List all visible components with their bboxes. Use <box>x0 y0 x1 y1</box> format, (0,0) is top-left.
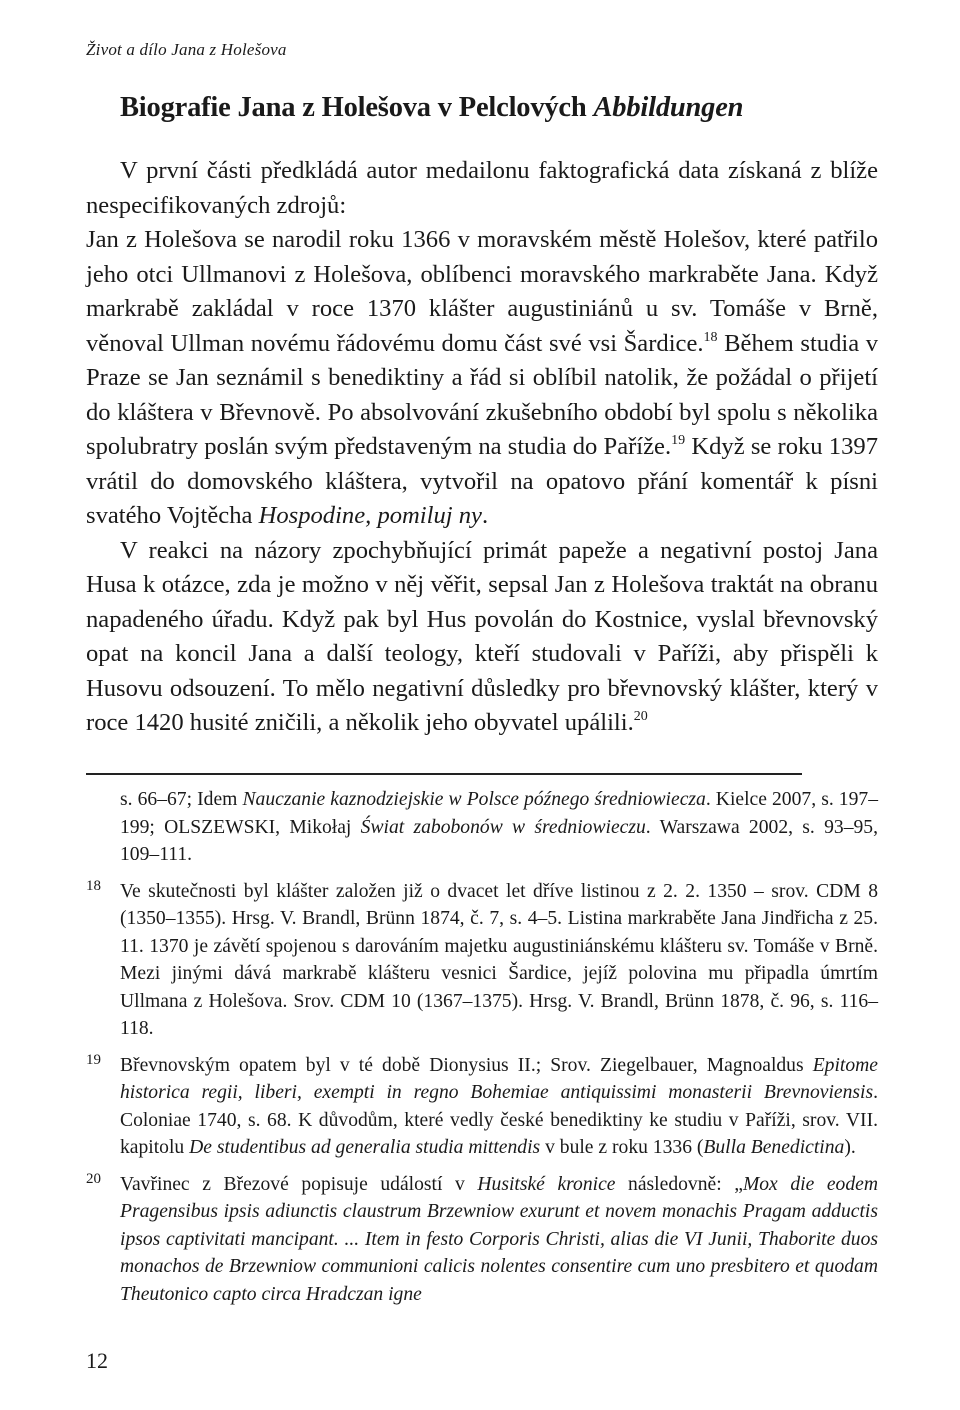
paragraph-1 <box>86 154 878 223</box>
footnote-20-quote: Mox die eodem Pragensibus ipsis adiunctis claustrum Brzewniow exurunt et novem monachis Pragam adductis ipsos captivitati mancipant. ... Item in festo Corporis Christi, alias die VI Junii, Thaborite duos monachos de Brzewniow communioni calicis nolentes consentire cum uno presbitero et quodam Theutonico capto circa Hradczan igne <box>120 1173 879 1305</box>
section-title-main: Biografie Jana z Holešova v Pelclových <box>120 92 594 123</box>
footnote-19-text-1: Břevnovským opatem byl v té době Dionysius II.; Srov. Ziegelbauer, Magnoaldus <box>120 1054 813 1076</box>
paragraph-2 <box>86 223 878 534</box>
footnote-20-title-1: Husitské kronice <box>477 1173 616 1195</box>
footnote-number-19: 19 <box>86 1051 101 1068</box>
song-title: Hospodine, pomiluj ny <box>258 502 482 529</box>
footnote-number-18: 18 <box>86 877 101 894</box>
footnote-18 <box>86 878 878 1043</box>
footnote-cont-text-1: s. 66–67; Idem <box>120 789 243 810</box>
footnote-20-text-1: Vavřinec z Březové popisuje událostí v <box>120 1173 478 1195</box>
footnote-20-text-2: následovně: „ <box>615 1173 743 1195</box>
body-text <box>86 154 878 741</box>
footnote-19-title-2: De studentibus ad generalia studia mittendis <box>189 1137 541 1158</box>
footnote-cont-title-1: Nauczanie kaznodziejskie w Polsce późnego średniowiecza <box>242 789 706 810</box>
paragraph-3 <box>86 534 878 741</box>
footnote-20 <box>86 1171 878 1309</box>
footnote-ref-20: 20 <box>633 709 648 724</box>
footnote-rule <box>86 773 802 775</box>
footnote-19 <box>86 1052 878 1162</box>
footnote-18-text: Ve skutečnosti byl klášter založen již o dvacet let dříve listinou z 2. 2. 1350 – srov. CDM 8 (1350–1355). Hrsg. V. Brandl, Brünn 1874, č. 7, s. 4–5. Listina markraběte Jana Jindřicha z 25. 11. 1370 je závětí spojenou s darováním majetku augustiniánskému klášteru sv. Tomáše v Brně. Mezi jinými dává markrabě klášteru vesnici Šardice, jejíž polovina mu připadla úmrtím Ullmana z Holešova. Srov. CDM 10 (1367–1375). Hrsg. V. Brandl, Brünn 1878, č. 96, s. 116–118. <box>120 880 878 1039</box>
paragraph-2-text-b: Během studia v Praze se Jan seznámil s benediktiny a řád si oblíbil natolik, že požádal o přijetí do kláštera v Břevnově. Po absolvování zkušebního období byl spolu s několika spolubratry poslán svým představeným na studia do Paříže. <box>86 329 878 460</box>
footnote-ref-19: 19 <box>671 433 686 448</box>
footnote-19-text-2: . Coloniae 1740, s. 68. K důvodům, které vedly české benediktiny ke studiu v Paříži, srov. VII. kapitolu <box>120 1082 878 1158</box>
footnote-19-title-3: Bulla Benedictina <box>703 1137 845 1158</box>
footnotes <box>86 786 878 1317</box>
footnote-ref-18: 18 <box>703 329 718 345</box>
footnote-continuation <box>86 786 878 869</box>
page-number: 12 <box>86 1348 108 1373</box>
paragraph-2-text-a: Jan z Holešova se narodil roku 1366 v moravském městě Holešov, které patřilo jeho otci Ullmanovi z Holešova, oblíbenci moravského markraběte Jana. Když markrabě zakládal v roce 1370 klášter augustiniánů u sv. Tomáše v Brně, věnoval Ullman novému řádovému domu část své vsi Šardice. <box>86 226 878 357</box>
footnote-19-title-1: Epitome historica regii, liberi, exempti in regno Bohemiae antiquissimi monasterii Brevnoviensis <box>120 1054 878 1103</box>
footnote-19-text-4: ). <box>844 1137 856 1158</box>
footnote-cont-text-2: . Kielce 2007, s. 197–199; OLSZEWSKI, Mikołaj <box>120 789 878 838</box>
footnote-cont-title-2: Świat zabobonów w średniowieczu <box>360 816 646 838</box>
paragraph-3-text: V reakci na názory zpochybňující primát papeže a negativní postoj Jana Husa k otázce, zda je možno v něj věřit, sepsal Jan z Holešova traktát na obranu napadeného úřadu. Když pak byl Hus povolán do Kostnice, vyslal břevnovský opat na koncil Jana a další teology, kteří studovali v Paříži, aby přispěli k Husovu odsouzení. To mělo negativní důsledky pro břevnovský klášter, který v roce 1420 husité zničili, a několik jeho obyvatel upálili. <box>86 536 878 736</box>
footnote-cont-text-3: . Warszawa 2002, s. 93–95, 109–111. <box>120 816 878 865</box>
section-title-emphasis: Abbildungen <box>593 92 744 123</box>
running-head: Život a dílo Jana z Holešova <box>86 40 287 59</box>
section-title <box>120 92 743 124</box>
footnote-number-20: 20 <box>86 1170 101 1187</box>
paragraph-1-text: V první části předkládá autor medailonu faktografická data získaná z blíže nespecifikovaných zdrojů: <box>86 157 878 219</box>
paragraph-2-text-c: Když se roku 1397 vrátil do domovského kláštera, vytvořil na opatovo přání komentář k písni svatého Vojtěcha <box>86 433 878 529</box>
footnote-19-text-3: v bule z roku 1336 ( <box>540 1137 704 1158</box>
paragraph-2-end: . <box>481 502 489 529</box>
